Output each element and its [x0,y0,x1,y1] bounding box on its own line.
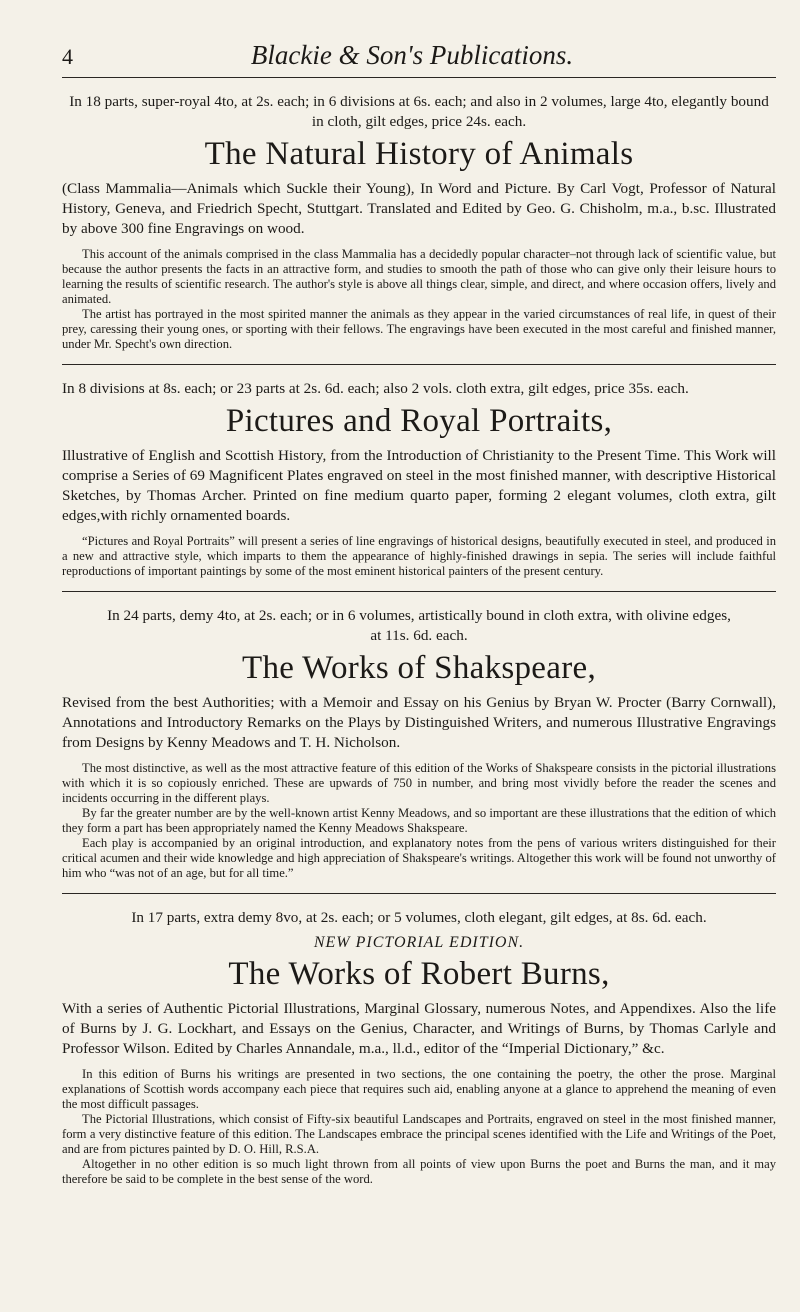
book-note: This account of the animals comprised in the class Mammalia has a decidedly popular character–not through lack of scientific value, but because the author presents the facts in an attractive form, and studies to smooth the path of those who can give only their leisure hours to learning the results of scientific research. The author's style is above all things clear, simple, and direct, and where occasion offers, lively and animated. [62,247,776,306]
book-title: The Works of Robert Burns, [228,956,610,992]
book-description: Revised from the best Authorities; with a Memoir and Essay on his Genius by Bryan W. Procter (Barry Cornwall), Annotations and Introductory Remarks on the Plays by Distinguished Writers, and numerous Illustrative Engravings from Designs by Kenny Meadows and T. H. Nicholson. [62,694,776,751]
book-note: The artist has portrayed in the most spirited manner the animals as they appear in the varied circumstances of real life, in quest of their prey, caressing their young ones, or sporting with their fellows. The engravings have been executed in the most careful and finished manner, under Mr. Specht's own direction. [62,307,776,351]
page-number: 4 [62,44,73,69]
catalogue-page [44,36,780,1187]
book-note: The Pictorial Illustrations, which consist of Fifty-six beautiful Landscapes and Portraits, engraved on steel in the most finished manner, form a very distinctive feature of this edition. The Landscapes embrace the principal scenes identified with the Life and Writings of the Poet, and are from pictures painted by D. O. Hill, R.S.A. [62,1112,776,1156]
section-divider [62,364,776,365]
book-description: With a series of Authentic Pictorial Illustrations, Marginal Glossary, numerous Notes, and Appendixes. Also the life of Burns by J. G. Lockhart, and Essays on the Genius, Character, and Writings of Burns, by Thomas Carlyle and Professor Wilson. Edited by Charles Annandale, m.a., ll.d., editor of the “Imperial Dictionary,” &c. [62,1000,776,1057]
book-note: Altogether in no other edition is so much light thrown from all points of view upon Burns the poet and Burns the man, and it may therefore be said to be complete in the best sense of the word. [62,1157,776,1186]
book-description: (Class Mammalia—Animals which Suckle their Young), In Word and Picture. By Carl Vogt, Professor of Natural History, Geneva, and Friedrich Specht, Stuttgart. Translated and Edited by Geo. G. Chisholm, m.a., b.sc. Illustrated by above 300 fine Engravings on wood. [62,180,776,237]
book-note: “Pictures and Royal Portraits” will present a series of line engravings of historical designs, beautifully executed in steel, and produced in a new and attractive style, which imparts to them the appearance of highly-finished drawings in sepia. The series will include faithful reproductions of important paintings by some of the most eminent historical painters of the present century. [62,534,776,578]
price-line: In 8 divisions at 8s. each; or 23 parts at 2s. 6d. each; also 2 vols. cloth extra, gilt edges, price 35s. each. [62,380,689,397]
price-line: In 24 parts, demy 4to, at 2s. each; or in 6 volumes, artistically bound in cloth extra, with olivine edges, at 11s. 6d. each. [107,607,731,644]
section-divider [62,591,776,592]
book-note: The most distinctive, as well as the most attractive feature of this edition of the Works of Shakspeare consists in the pictorial illustrations with which it is so copiously enriched. These are upwards of 750 in number, and bring most vividly before the reader the scenes and incidents occurring in the different plays. [62,761,776,805]
book-title: The Works of Shakspeare, [241,650,596,686]
book-entry-natural-history [44,92,780,352]
book-description: Illustrative of English and Scottish History, from the Introduction of Christianity to the Present Time. This Work will comprise a Series of 69 Magnificent Plates engraved on steel in the most finished manner, with descriptive Historical Sketches, by Thomas Archer. Printed on fine medium quarto paper, forming 2 elegant volumes, cloth extra, gilt edges,with richly ornamented boards. [62,447,776,524]
book-entry-royal-portraits [44,379,780,579]
price-line: In 17 parts, extra demy 8vo, at 2s. each; or 5 volumes, cloth elegant, gilt edges, at 8s. 6d. each. [131,909,707,926]
book-entry-burns [44,908,780,1187]
header-rule [62,77,776,78]
book-title: Pictures and Royal Portraits, [225,403,613,439]
edition-label: NEW PICTORIAL EDITION. [313,934,525,951]
book-note: Each play is accompanied by an original introduction, and explanatory notes from the pens of various writers distinguished for their critical acumen and their wide knowledge and high appreciation of Shakspeare's writings. Altogether this work will be found not unworthy of him who “was not of an age, but for all time.” [62,836,776,880]
book-note: By far the greater number are by the well-known artist Kenny Meadows, and so important are these illustrations that the edition of which they form a part has been appropriately named the Kenny Meadows Shakspeare. [62,806,776,835]
section-divider [62,893,776,894]
running-head [44,36,780,76]
running-head-title: Blackie & Son's Publications. [250,40,574,70]
book-title: The Natural History of Animals [204,136,634,172]
price-line: In 18 parts, super-royal 4to, at 2s. each; in 6 divisions at 6s. each; and also in 2 volumes, large 4to, elegantly bound in cloth, gilt edges, price 24s. each. [69,93,769,130]
book-note: In this edition of Burns his writings are presented in two sections, the one containing the poetry, the other the prose. Marginal explanations of Scottish words accompany each piece that requires such aid, enabling anyone at a glance to apprehend the meaning of even the most difficult passages. [62,1067,776,1111]
book-entry-shakspeare [44,606,780,881]
